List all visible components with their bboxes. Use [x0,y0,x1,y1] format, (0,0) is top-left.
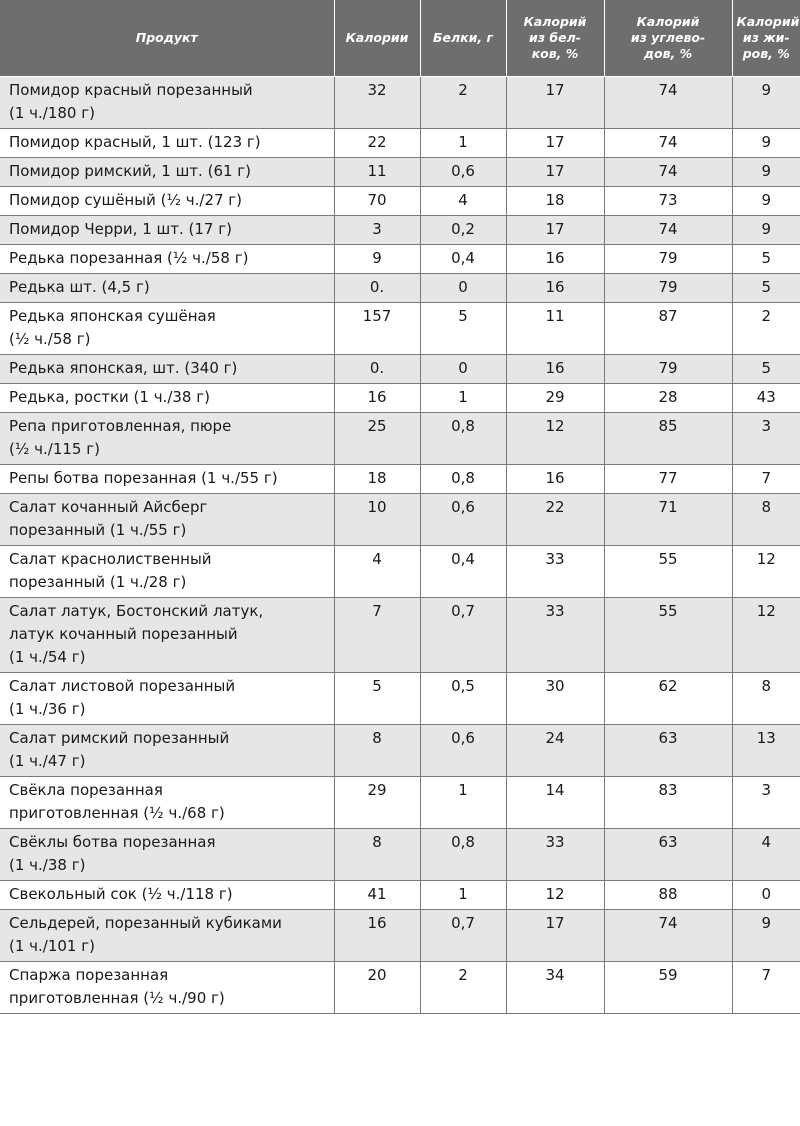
header-row [0,0,800,76]
cell-protein: 0 [420,273,506,302]
cell-protein: 2 [420,76,506,128]
cell-protein-pct: 16 [506,273,604,302]
cell-carb-pct: 63 [604,828,732,880]
cell-product: Редька японская, шт. (340 г) [0,354,334,383]
cell-carb-pct: 87 [604,302,732,354]
table-row [0,597,800,672]
cell-product: Салат краснолиственный порезанный (1 ч./28 г) [0,545,334,597]
table-row [0,76,800,128]
cell-protein: 5 [420,302,506,354]
cell-protein-pct: 17 [506,76,604,128]
cell-calories: 41 [334,880,420,909]
cell-fat-pct: 3 [732,412,800,464]
cell-protein-pct: 12 [506,880,604,909]
cell-calories: 4 [334,545,420,597]
cell-protein: 0,8 [420,464,506,493]
cell-protein-pct: 12 [506,412,604,464]
cell-calories: 5 [334,672,420,724]
cell-calories: 3 [334,215,420,244]
cell-carb-pct: 71 [604,493,732,545]
cell-fat-pct: 13 [732,724,800,776]
cell-protein-pct: 30 [506,672,604,724]
cell-protein-pct: 14 [506,776,604,828]
cell-fat-pct: 8 [732,493,800,545]
cell-carb-pct: 74 [604,76,732,128]
cell-carb-pct: 83 [604,776,732,828]
cell-carb-pct: 28 [604,383,732,412]
header-product: Продукт [0,0,334,76]
table-row [0,464,800,493]
cell-protein: 1 [420,880,506,909]
cell-fat-pct: 9 [732,186,800,215]
cell-product: Сельдерей, порезанный кубиками (1 ч./101 г) [0,909,334,961]
table-row [0,128,800,157]
cell-calories: 8 [334,724,420,776]
table-row [0,828,800,880]
cell-protein: 1 [420,383,506,412]
table-row [0,493,800,545]
cell-product: Помидор сушёный (½ ч./27 г) [0,186,334,215]
cell-fat-pct: 7 [732,464,800,493]
cell-fat-pct: 5 [732,354,800,383]
cell-protein: 0,5 [420,672,506,724]
cell-fat-pct: 9 [732,76,800,128]
cell-fat-pct: 7 [732,961,800,1013]
cell-calories: 9 [334,244,420,273]
cell-fat-pct: 5 [732,244,800,273]
cell-protein-pct: 29 [506,383,604,412]
cell-protein: 0 [420,354,506,383]
cell-protein: 2 [420,961,506,1013]
cell-product: Помидор Черри, 1 шт. (17 г) [0,215,334,244]
cell-product: Помидор красный порезанный (1 ч./180 г) [0,76,334,128]
header-calories: Калории [334,0,420,76]
cell-protein: 1 [420,128,506,157]
cell-carb-pct: 85 [604,412,732,464]
cell-product: Репы ботва порезанная (1 ч./55 г) [0,464,334,493]
table-row [0,909,800,961]
table-row [0,186,800,215]
header-protein-calories-pct: Калорий из бел- ков, % [506,0,604,76]
table-body [0,76,800,1013]
cell-carb-pct: 79 [604,354,732,383]
cell-protein: 0,4 [420,244,506,273]
cell-carb-pct: 88 [604,880,732,909]
cell-calories: 16 [334,383,420,412]
cell-fat-pct: 12 [732,597,800,672]
cell-calories: 157 [334,302,420,354]
cell-protein: 0,6 [420,493,506,545]
cell-fat-pct: 2 [732,302,800,354]
cell-carb-pct: 77 [604,464,732,493]
cell-protein-pct: 18 [506,186,604,215]
cell-protein-pct: 34 [506,961,604,1013]
cell-fat-pct: 9 [732,128,800,157]
cell-protein: 0,8 [420,828,506,880]
table-row [0,383,800,412]
table-row [0,412,800,464]
cell-carb-pct: 55 [604,545,732,597]
cell-carb-pct: 74 [604,909,732,961]
cell-product: Салат листовой порезанный (1 ч./36 г) [0,672,334,724]
table-row [0,776,800,828]
cell-protein: 0,8 [420,412,506,464]
header-fat-calories-pct: Калорий из жи- ров, % [732,0,800,76]
cell-product: Помидор римский, 1 шт. (61 г) [0,157,334,186]
cell-calories: 70 [334,186,420,215]
cell-fat-pct: 8 [732,672,800,724]
cell-fat-pct: 43 [732,383,800,412]
cell-protein-pct: 33 [506,597,604,672]
cell-protein-pct: 16 [506,464,604,493]
table-row [0,961,800,1013]
header-protein: Белки, г [420,0,506,76]
cell-product: Помидор красный, 1 шт. (123 г) [0,128,334,157]
cell-protein: 0,7 [420,909,506,961]
cell-carb-pct: 79 [604,273,732,302]
table-row [0,672,800,724]
cell-fat-pct: 9 [732,215,800,244]
table-row [0,273,800,302]
cell-protein-pct: 16 [506,354,604,383]
cell-product: Редька шт. (4,5 г) [0,273,334,302]
table-row [0,354,800,383]
header-carb-calories-pct: Калорий из углево- дов, % [604,0,732,76]
cell-carb-pct: 74 [604,157,732,186]
cell-protein: 0,2 [420,215,506,244]
cell-protein: 1 [420,776,506,828]
cell-protein: 0,7 [420,597,506,672]
cell-calories: 20 [334,961,420,1013]
cell-carb-pct: 55 [604,597,732,672]
cell-calories: 16 [334,909,420,961]
cell-product: Спаржа порезанная приготовленная (½ ч./90 г) [0,961,334,1013]
cell-fat-pct: 9 [732,909,800,961]
table-row [0,244,800,273]
cell-protein-pct: 24 [506,724,604,776]
cell-protein-pct: 33 [506,828,604,880]
cell-product: Салат римский порезанный (1 ч./47 г) [0,724,334,776]
cell-product: Редька порезанная (½ ч./58 г) [0,244,334,273]
cell-protein-pct: 33 [506,545,604,597]
cell-carb-pct: 59 [604,961,732,1013]
cell-fat-pct: 12 [732,545,800,597]
cell-product: Репа приготовленная, пюре (½ ч./115 г) [0,412,334,464]
cell-carb-pct: 73 [604,186,732,215]
cell-protein-pct: 22 [506,493,604,545]
cell-product: Салат кочанный Айсберг порезанный (1 ч./55 г) [0,493,334,545]
cell-product: Свёкла порезанная приготовленная (½ ч./68 г) [0,776,334,828]
cell-calories: 11 [334,157,420,186]
cell-calories: 25 [334,412,420,464]
cell-calories: 29 [334,776,420,828]
cell-product: Редька, ростки (1 ч./38 г) [0,383,334,412]
cell-protein: 0,6 [420,724,506,776]
cell-fat-pct: 4 [732,828,800,880]
cell-carb-pct: 79 [604,244,732,273]
cell-calories: 0. [334,273,420,302]
cell-product: Свёклы ботва порезанная (1 ч./38 г) [0,828,334,880]
table-row [0,157,800,186]
cell-carb-pct: 74 [604,215,732,244]
cell-product: Салат латук, Бостонский латук, латук кочанный порезанный (1 ч./54 г) [0,597,334,672]
table-row [0,724,800,776]
cell-calories: 0. [334,354,420,383]
table-row [0,880,800,909]
cell-calories: 22 [334,128,420,157]
cell-protein: 4 [420,186,506,215]
cell-protein-pct: 17 [506,215,604,244]
cell-fat-pct: 0 [732,880,800,909]
cell-calories: 10 [334,493,420,545]
cell-fat-pct: 9 [732,157,800,186]
cell-protein: 0,4 [420,545,506,597]
cell-fat-pct: 5 [732,273,800,302]
cell-product: Свекольный сок (½ ч./118 г) [0,880,334,909]
cell-calories: 18 [334,464,420,493]
cell-carb-pct: 63 [604,724,732,776]
cell-protein-pct: 16 [506,244,604,273]
cell-protein-pct: 17 [506,909,604,961]
cell-protein-pct: 17 [506,128,604,157]
cell-calories: 8 [334,828,420,880]
cell-carb-pct: 62 [604,672,732,724]
cell-protein: 0,6 [420,157,506,186]
table-row [0,215,800,244]
table-row [0,545,800,597]
cell-calories: 32 [334,76,420,128]
cell-protein-pct: 11 [506,302,604,354]
cell-protein-pct: 17 [506,157,604,186]
table-row [0,302,800,354]
cell-calories: 7 [334,597,420,672]
cell-product: Редька японская сушёная (½ ч./58 г) [0,302,334,354]
cell-carb-pct: 74 [604,128,732,157]
cell-fat-pct: 3 [732,776,800,828]
